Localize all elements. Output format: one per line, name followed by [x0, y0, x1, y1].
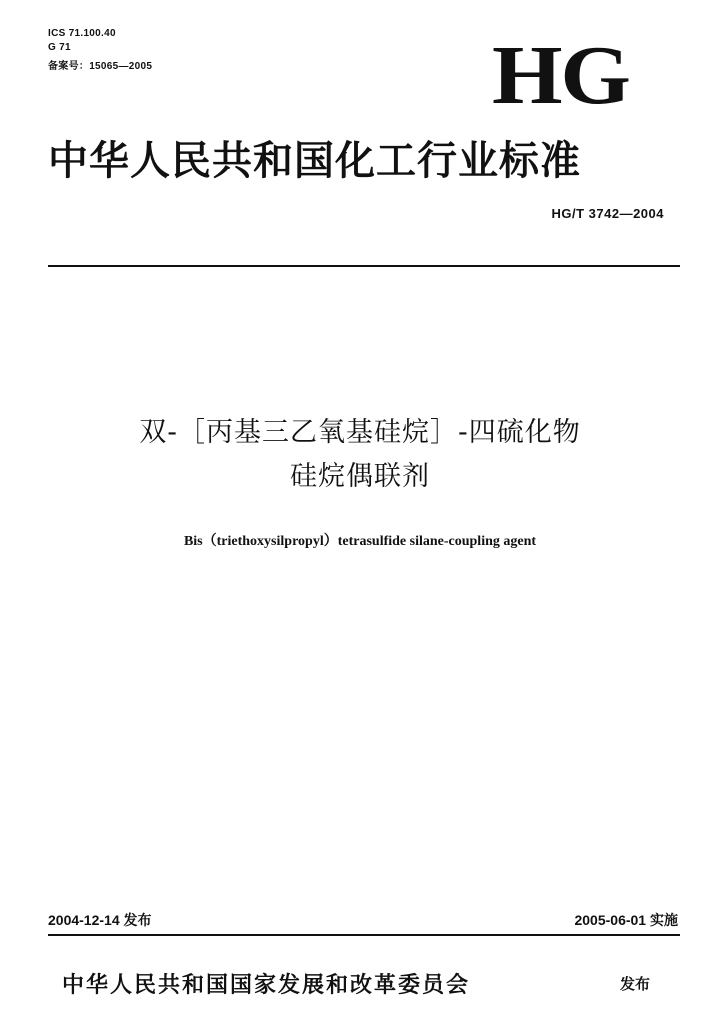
ics-code: ICS 71.100.40: [48, 28, 116, 39]
document-title-cn-line2: 硅烷偶联剂: [290, 461, 430, 492]
standard-title: 中华人民共和国化工行业标准: [48, 137, 581, 184]
hg-logo: HG: [492, 29, 629, 122]
bottom-divider: [48, 934, 680, 936]
classification-code: G 71: [48, 42, 71, 53]
implementation-date: 2005-06-01 实施: [574, 912, 678, 928]
document-title-cn-line1: 双-［丙基三乙氧基硅烷］-四硫化物: [139, 417, 581, 448]
publisher-name: 中华人民共和国国家发展和改革委员会: [62, 972, 471, 998]
publisher-suffix: 发布: [620, 975, 651, 993]
document-title-en: Bis（triethoxysilpropyl）tetrasulfide silane-coupling agent: [183, 534, 537, 549]
top-divider: [48, 265, 680, 267]
issue-date: 2004-12-14 发布: [48, 912, 152, 928]
standard-number: HG/T 3742—2004: [551, 206, 664, 221]
record-number: 备案号：15065—2005: [48, 61, 153, 72]
